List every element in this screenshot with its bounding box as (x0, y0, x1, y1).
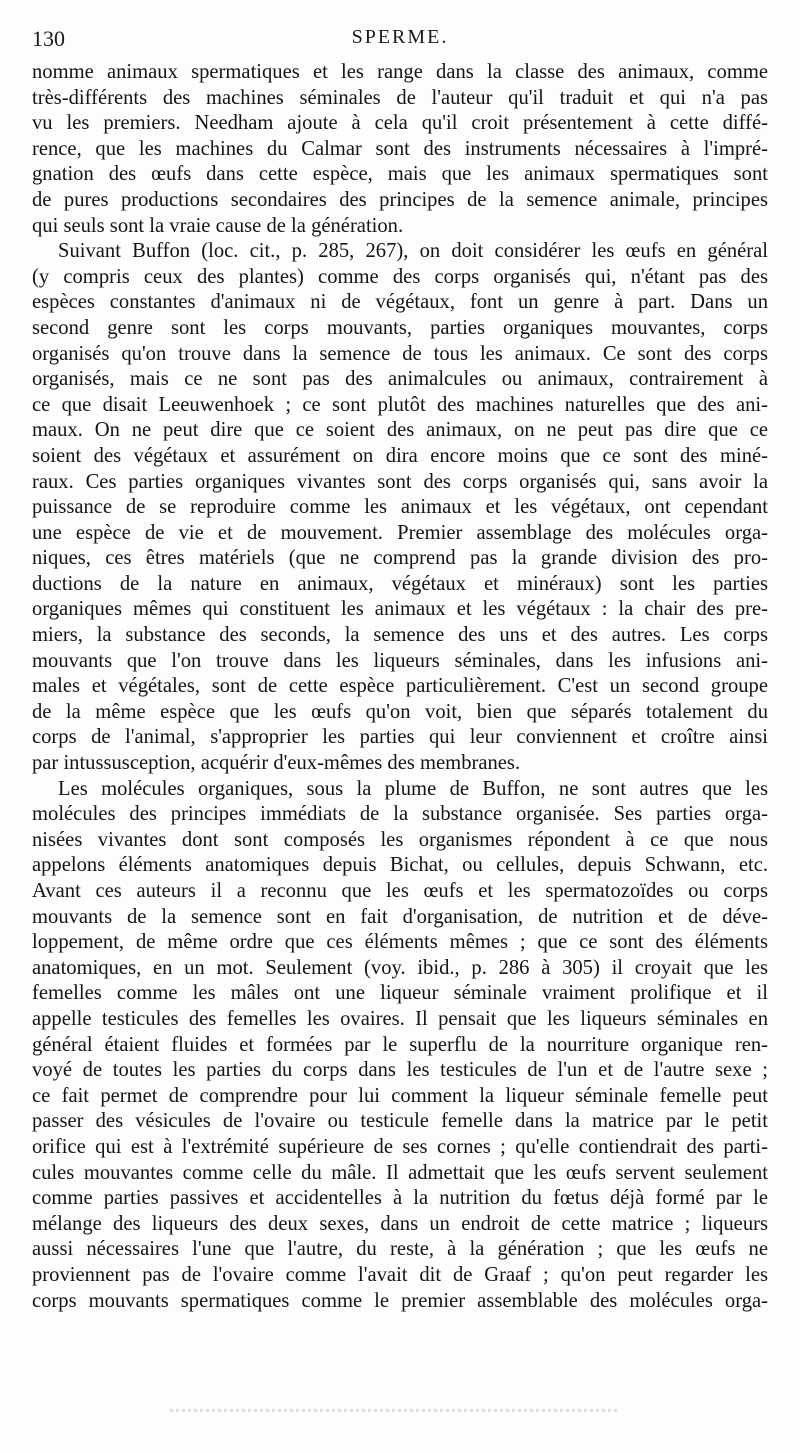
text-line: rence, que les machines du Calmar sont des instruments nécessaires à l'impré- (32, 137, 768, 160)
text-line: appelle testicules des femelles les ovaires. Il pensait que les liqueurs séminales en (32, 1007, 768, 1030)
text-line: passer des vésicules de l'ovaire ou testicule femelle dans la matrice par le petit (32, 1110, 768, 1133)
text-line: proviennent pas de l'ovaire comme l'avait dit de Graaf ; qu'on peut regarder les (32, 1263, 768, 1286)
text-line: très-différents des machines séminales de l'auteur qu'il traduit et qui n'a pas (32, 86, 768, 109)
text-line: molécules des principes immédiats de la substance organisée. Ses parties orga- (32, 803, 768, 826)
text-line: raux. Ces parties organiques vivantes sont des corps organisés qui, sans avoir la (32, 470, 768, 493)
text-line: général étaient fluides et formées par le superflu de la nourriture organique ren- (32, 1033, 768, 1056)
text-line: soient des végétaux et assurément on dira encore moins que ce sont des miné- (32, 444, 768, 467)
paragraph-start-line: Suivant Buffon (loc. cit., p. 285, 267), on doit considérer les œufs en général (58, 240, 768, 263)
text-line: corps mouvants spermatiques comme le premier assemblable des molécules orga- (32, 1289, 768, 1312)
text-line: de la même espèce que les œufs qu'on voit, bien que séparés totalement du (32, 700, 768, 723)
text-line: ce que disait Leeuwenhoek ; ce sont plutôt des machines naturelles que des ani- (32, 393, 768, 416)
text-line: ce fait permet de comprendre pour lui comment la liqueur séminale femelle peut (32, 1084, 768, 1107)
text-line: mélange des liqueurs des deux sexes, dans un endroit de cette matrice ; liqueurs (32, 1212, 768, 1235)
text-line: anatomiques, en un mot. Seulement (voy. ibid., p. 286 à 305) il croyait que les (32, 956, 768, 979)
text-line: loppement, de même ordre que ces éléments mêmes ; que ce sont des éléments (32, 931, 768, 954)
text-line: males et végétales, sont de cette espèce particulièrement. C'est un second groupe (32, 675, 768, 698)
page-header (32, 26, 768, 56)
paragraph-start-line: Les molécules organiques, sous la plume de Buffon, ne sont autres que les (58, 777, 768, 800)
text-line: par intussusception, acquérir d'eux-mêmes des membranes. (32, 752, 521, 775)
text-line: gnation des œufs dans cette espèce, mais que les animaux spermatiques sont (32, 163, 768, 186)
text-line: corps de l'animal, s'approprier les parties qui leur conviennent et croître ainsi (32, 726, 768, 749)
text-line: puissance de se reproduire comme les animaux et les végétaux, ont cependant (32, 496, 768, 519)
text-line: de pures productions secondaires des principes de la semence animale, principes (32, 188, 768, 211)
bottom-bleed-through (170, 1409, 620, 1412)
page-number: 130 (32, 26, 65, 51)
text-line: orifice qui est à l'extrémité supérieure de ses cornes ; qu'elle contiendrait des parti- (32, 1135, 768, 1158)
text-line: nomme animaux spermatiques et les range dans la classe des animaux, comme (32, 61, 768, 83)
text-line: miers, la substance des seconds, la semence des uns et des autres. Les corps (32, 624, 768, 647)
text-line: organisés qu'on trouve dans la semence de tous les animaux. Ce sont des corps (32, 342, 768, 365)
page-body-text (32, 60, 768, 1314)
text-line: aussi nécessaires l'une que l'autre, du reste, à la génération ; que les œufs ne (32, 1238, 768, 1261)
text-line: qui seuls sont la vraie cause de la génération. (32, 214, 404, 237)
text-line: maux. On ne peut dire que ce soient des animaux, on ne peut pas dire que ce (32, 419, 768, 442)
text-line: Avant ces auteurs il a reconnu que les œufs et les spermatozoïdes ou corps (32, 880, 768, 902)
running-title: SPERME. (351, 26, 449, 48)
text-line: organisés, mais ce ne sont pas des animalcules ou animaux, contrairement à (32, 368, 768, 391)
text-line: cules mouvantes comme celle du mâle. Il admettait que les œufs servent seulement (32, 1161, 768, 1184)
text-line: second genre sont les corps mouvants, parties organiques mouvantes, corps (32, 316, 768, 339)
text-line: espèces constantes d'animaux ni de végétaux, font un genre à part. Dans un (32, 291, 768, 314)
text-line: comme parties passives et accidentelles à la nutrition du fœtus déjà formé par le (32, 1187, 768, 1210)
text-line: organiques mêmes qui constituent les animaux et les végétaux : la chair des pre- (32, 598, 768, 621)
text-line: mouvants de la semence sont en fait d'organisation, de nutrition et de déve- (32, 905, 768, 928)
text-line: une espèce de vie et de mouvement. Premier assemblage des molécules orga- (32, 521, 768, 544)
text-line: appelons éléments anatomiques depuis Bichat, ou cellules, depuis Schwann, etc. (32, 854, 768, 877)
text-line: ductions de la nature en animaux, végétaux et minéraux) sont les parties (32, 572, 768, 595)
text-line: femelles comme les mâles ont une liqueur séminale vraiment prolifique et il (32, 982, 768, 1005)
text-line: niques, ces êtres matériels (que ne comprend pas la grande division des pro- (32, 547, 768, 570)
text-line: nisées vivantes dont sont composés les organismes répondent à ce que nous (32, 828, 768, 851)
text-line: (y compris ceux des plantes) comme des corps organisés qui, n'étant pas des (32, 265, 768, 288)
text-line: vu les premiers. Needham ajoute à cela qu'il croit présentement à cette diffé- (32, 112, 768, 135)
text-line: voyé de toutes les parties du corps dans les testicules de l'un et de l'autre sexe ; (32, 1059, 768, 1082)
text-line: mouvants que l'on trouve dans les liqueurs séminales, dans les infusions ani- (32, 649, 768, 672)
